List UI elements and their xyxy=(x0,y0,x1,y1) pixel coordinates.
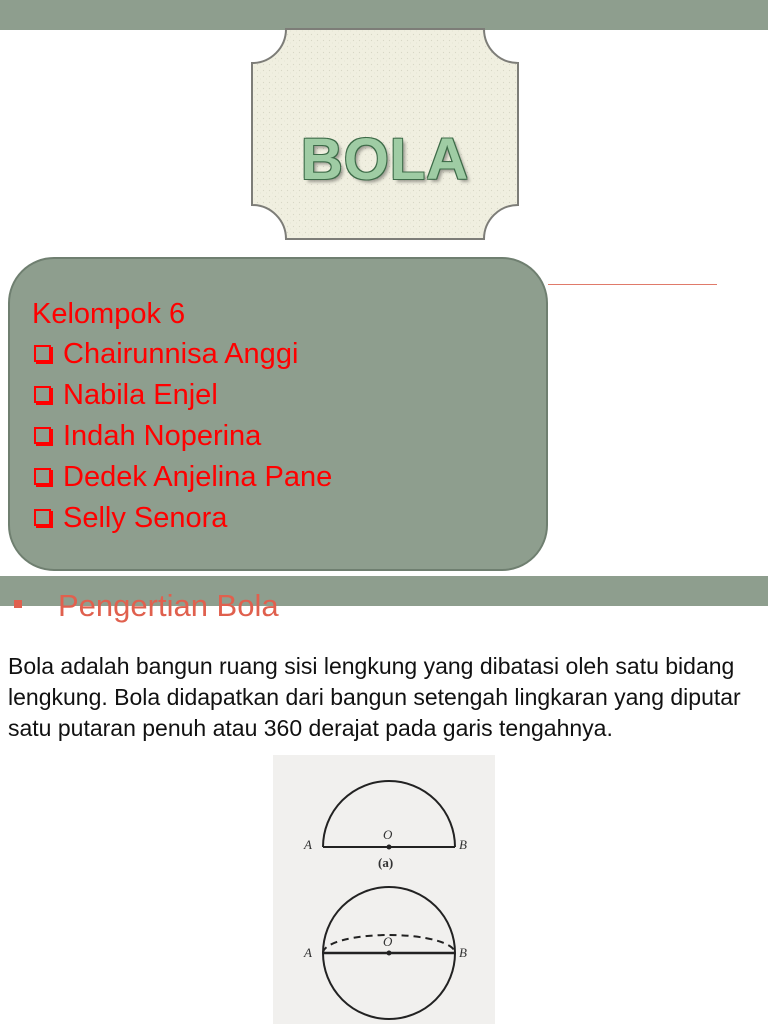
checkbox-bullet-icon xyxy=(34,345,51,362)
sphere-figure xyxy=(273,755,495,1024)
list-item xyxy=(34,337,332,378)
sphere-label-a: A xyxy=(304,945,312,960)
sphere-diagram xyxy=(273,755,495,1024)
body-paragraph: Bola adalah bangun ruang sisi lengkung yang dibatasi oleh satu bidang lengkung. Bola didapatkan dari bangun setengah lingkaran yang diputar satu putaran penuh atau 360 derajat pada garis tengahnya. xyxy=(8,653,741,741)
member-name: Chairunnisa Anggi xyxy=(63,338,299,370)
list-item xyxy=(34,419,332,460)
member-name: Nabila Enjel xyxy=(63,379,218,411)
member-name: Indah Noperina xyxy=(63,420,262,452)
checkbox-bullet-icon xyxy=(34,509,51,526)
list-item xyxy=(34,501,332,542)
sphere-center-point xyxy=(387,951,392,956)
member-name: Selly Senora xyxy=(63,502,228,534)
label-a: A xyxy=(304,837,312,852)
page-title: BOLA xyxy=(300,127,470,192)
group-heading: Kelompok 6 xyxy=(32,298,186,330)
label-b: B xyxy=(459,837,467,852)
top-banner xyxy=(0,0,768,30)
square-bullet-icon xyxy=(14,600,22,608)
sphere-label-o: O xyxy=(383,934,393,949)
list-item xyxy=(34,378,332,419)
title-plaque xyxy=(250,27,520,241)
center-point xyxy=(387,845,392,850)
member-list xyxy=(34,337,332,542)
list-item xyxy=(34,460,332,501)
section-heading: Pengertian Bola xyxy=(58,588,279,623)
member-name: Dedek Anjelina Pane xyxy=(63,461,333,493)
accent-divider xyxy=(548,284,717,285)
figure-caption: (a) xyxy=(378,855,394,870)
checkbox-bullet-icon xyxy=(34,386,51,403)
checkbox-bullet-icon xyxy=(34,427,51,444)
label-o: O xyxy=(383,827,393,842)
checkbox-bullet-icon xyxy=(34,468,51,485)
sphere-label-b: B xyxy=(459,945,467,960)
